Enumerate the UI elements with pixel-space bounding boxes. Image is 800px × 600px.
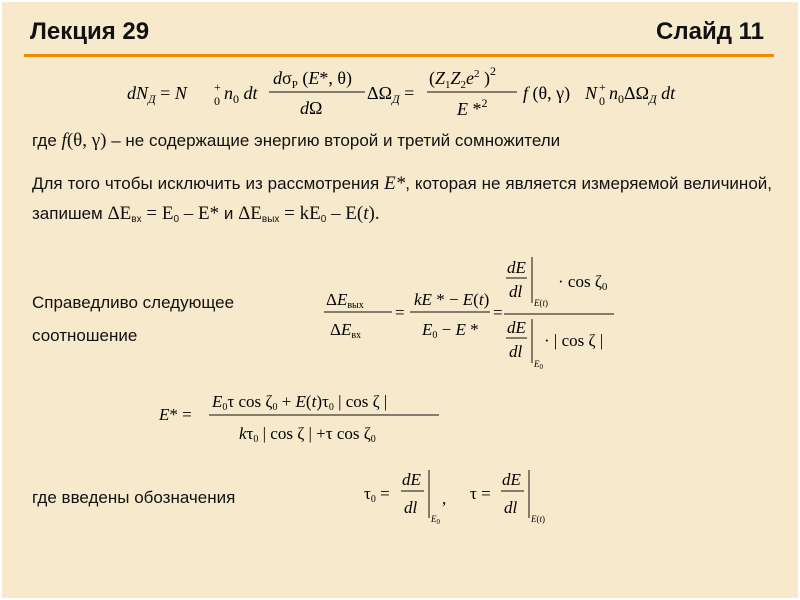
svg-text:+: +: [214, 80, 221, 94]
where-f-description: – не содержащие энергию второй и третий сомножители: [106, 131, 561, 150]
para-and: и: [219, 204, 239, 223]
sub-0a: 0: [173, 214, 179, 225]
symbol-eq-kE: = kE: [279, 203, 321, 224]
svg-text:dE: dE: [502, 470, 521, 489]
svg-text:(Z1Z2e2 )2: ($Z_1Z_2e^2$ )$^2$: [429, 64, 497, 91]
svg-text:dE: dE: [507, 258, 526, 277]
svg-text:dNД = N: $dN_Д = N$: [127, 83, 187, 106]
fair-text-1: Справедливо следующее: [32, 293, 235, 312]
fair-text-2: соотношение: [32, 326, 138, 345]
symbol-close: ).: [368, 203, 380, 224]
svg-text:kE * − E(t): kE * − E(t): [414, 290, 490, 309]
svg-text:E0 − E *: E0 − E *: [422, 320, 479, 341]
equation-tau: [362, 462, 562, 533]
svg-text:dl: dl: [504, 498, 518, 517]
svg-text:τ0 =: τ0 =: [364, 484, 390, 505]
svg-text:E0: $E_0$: [431, 514, 440, 526]
svg-text:· cos ζ0: · cos ζ0: [558, 272, 608, 293]
symbol-dE-in: ΔE: [107, 203, 132, 224]
svg-text:=: =: [395, 303, 405, 322]
svg-text:dE: dE: [402, 470, 421, 489]
svg-text:ΔΩД =: $\Delta\Omega_Д$ =: [367, 83, 415, 106]
notation-text: где введены обозначения: [32, 488, 236, 507]
svg-text:0: 0: [214, 94, 220, 108]
svg-text:E *2: E *$^2$: [457, 96, 488, 119]
svg-text:dΩ: dΩ: [300, 98, 323, 118]
svg-text:· | cos ζ |: · | cos ζ |: [544, 331, 604, 350]
sub-0b: 0: [320, 214, 327, 225]
svg-text:dE: dE: [507, 318, 526, 337]
svg-text:+: +: [599, 80, 606, 94]
symbol-Estar: E*: [384, 173, 406, 194]
equation-Estar: [157, 387, 457, 456]
symbol-eq-E0: = E: [141, 203, 174, 224]
svg-text:E* =: E* =: [159, 405, 192, 424]
symbol-minus-Estar: – E*: [179, 203, 220, 224]
svg-text:dl: dl: [404, 498, 418, 517]
svg-text:E(t): E(t): [534, 298, 549, 308]
slide: [2, 2, 798, 598]
sub-in: вх: [131, 214, 142, 225]
svg-text:,: ,: [442, 489, 447, 508]
sub-out: вых: [261, 214, 280, 225]
svg-text:τ =: τ =: [470, 484, 491, 503]
svg-text:n0 dt: $n_0$ dt: [224, 83, 258, 106]
svg-text:ΔEвх: ΔEвх: [330, 320, 362, 341]
lecture-title: Лекция 29: [30, 18, 150, 45]
f-args: (θ, γ): [66, 130, 107, 151]
svg-text:dl: dl: [509, 342, 523, 361]
slide-number: Слайд 11: [656, 18, 764, 45]
svg-text:E(t): E(t): [531, 514, 546, 524]
exclude-paragraph: [32, 169, 772, 235]
symbol-dE-out: ΔE: [238, 203, 262, 224]
svg-text:0: 0: [599, 94, 605, 108]
header-rule: [24, 54, 774, 57]
symbol-t: t: [363, 203, 369, 224]
svg-text:dl: dl: [509, 282, 523, 301]
svg-text:dσP (E*, θ): $d\sigma_P$ (E*, θ): [273, 68, 352, 91]
svg-text:kτ0 | cos ζ | +τ cos ζ0: kτ0 | cos ζ | +τ cos ζ0: [239, 424, 376, 445]
svg-text:ΔEвых: ΔEвых: [326, 290, 364, 311]
svg-text:E0: $E_0$: [534, 359, 543, 371]
label-where: где: [32, 131, 62, 150]
f-symbol: f: [61, 130, 67, 151]
symbol-minus-Et: – E(: [326, 203, 364, 224]
svg-text:N: N: [585, 83, 598, 103]
where-f-line: [32, 130, 560, 152]
svg-text:E0τ cos ζ0 + E(t)τ0 | cos ζ |: E0τ cos ζ0 + E(t)τ0 | cos ζ |: [212, 392, 388, 413]
para-text-1: Для того чтобы исключить из рассмотрения: [32, 174, 385, 193]
para-text-2: , которая не является измеряемой величиной, запишем: [32, 174, 772, 223]
equation-ratio: [322, 257, 622, 382]
svg-text:f (θ, γ): f (θ, γ): [523, 83, 571, 103]
equation-dN: [97, 60, 717, 131]
svg-text:n0ΔΩД dt: $n_0\Delta\Omega_Д$ dt: [609, 83, 676, 106]
svg-text:=: =: [493, 303, 503, 322]
